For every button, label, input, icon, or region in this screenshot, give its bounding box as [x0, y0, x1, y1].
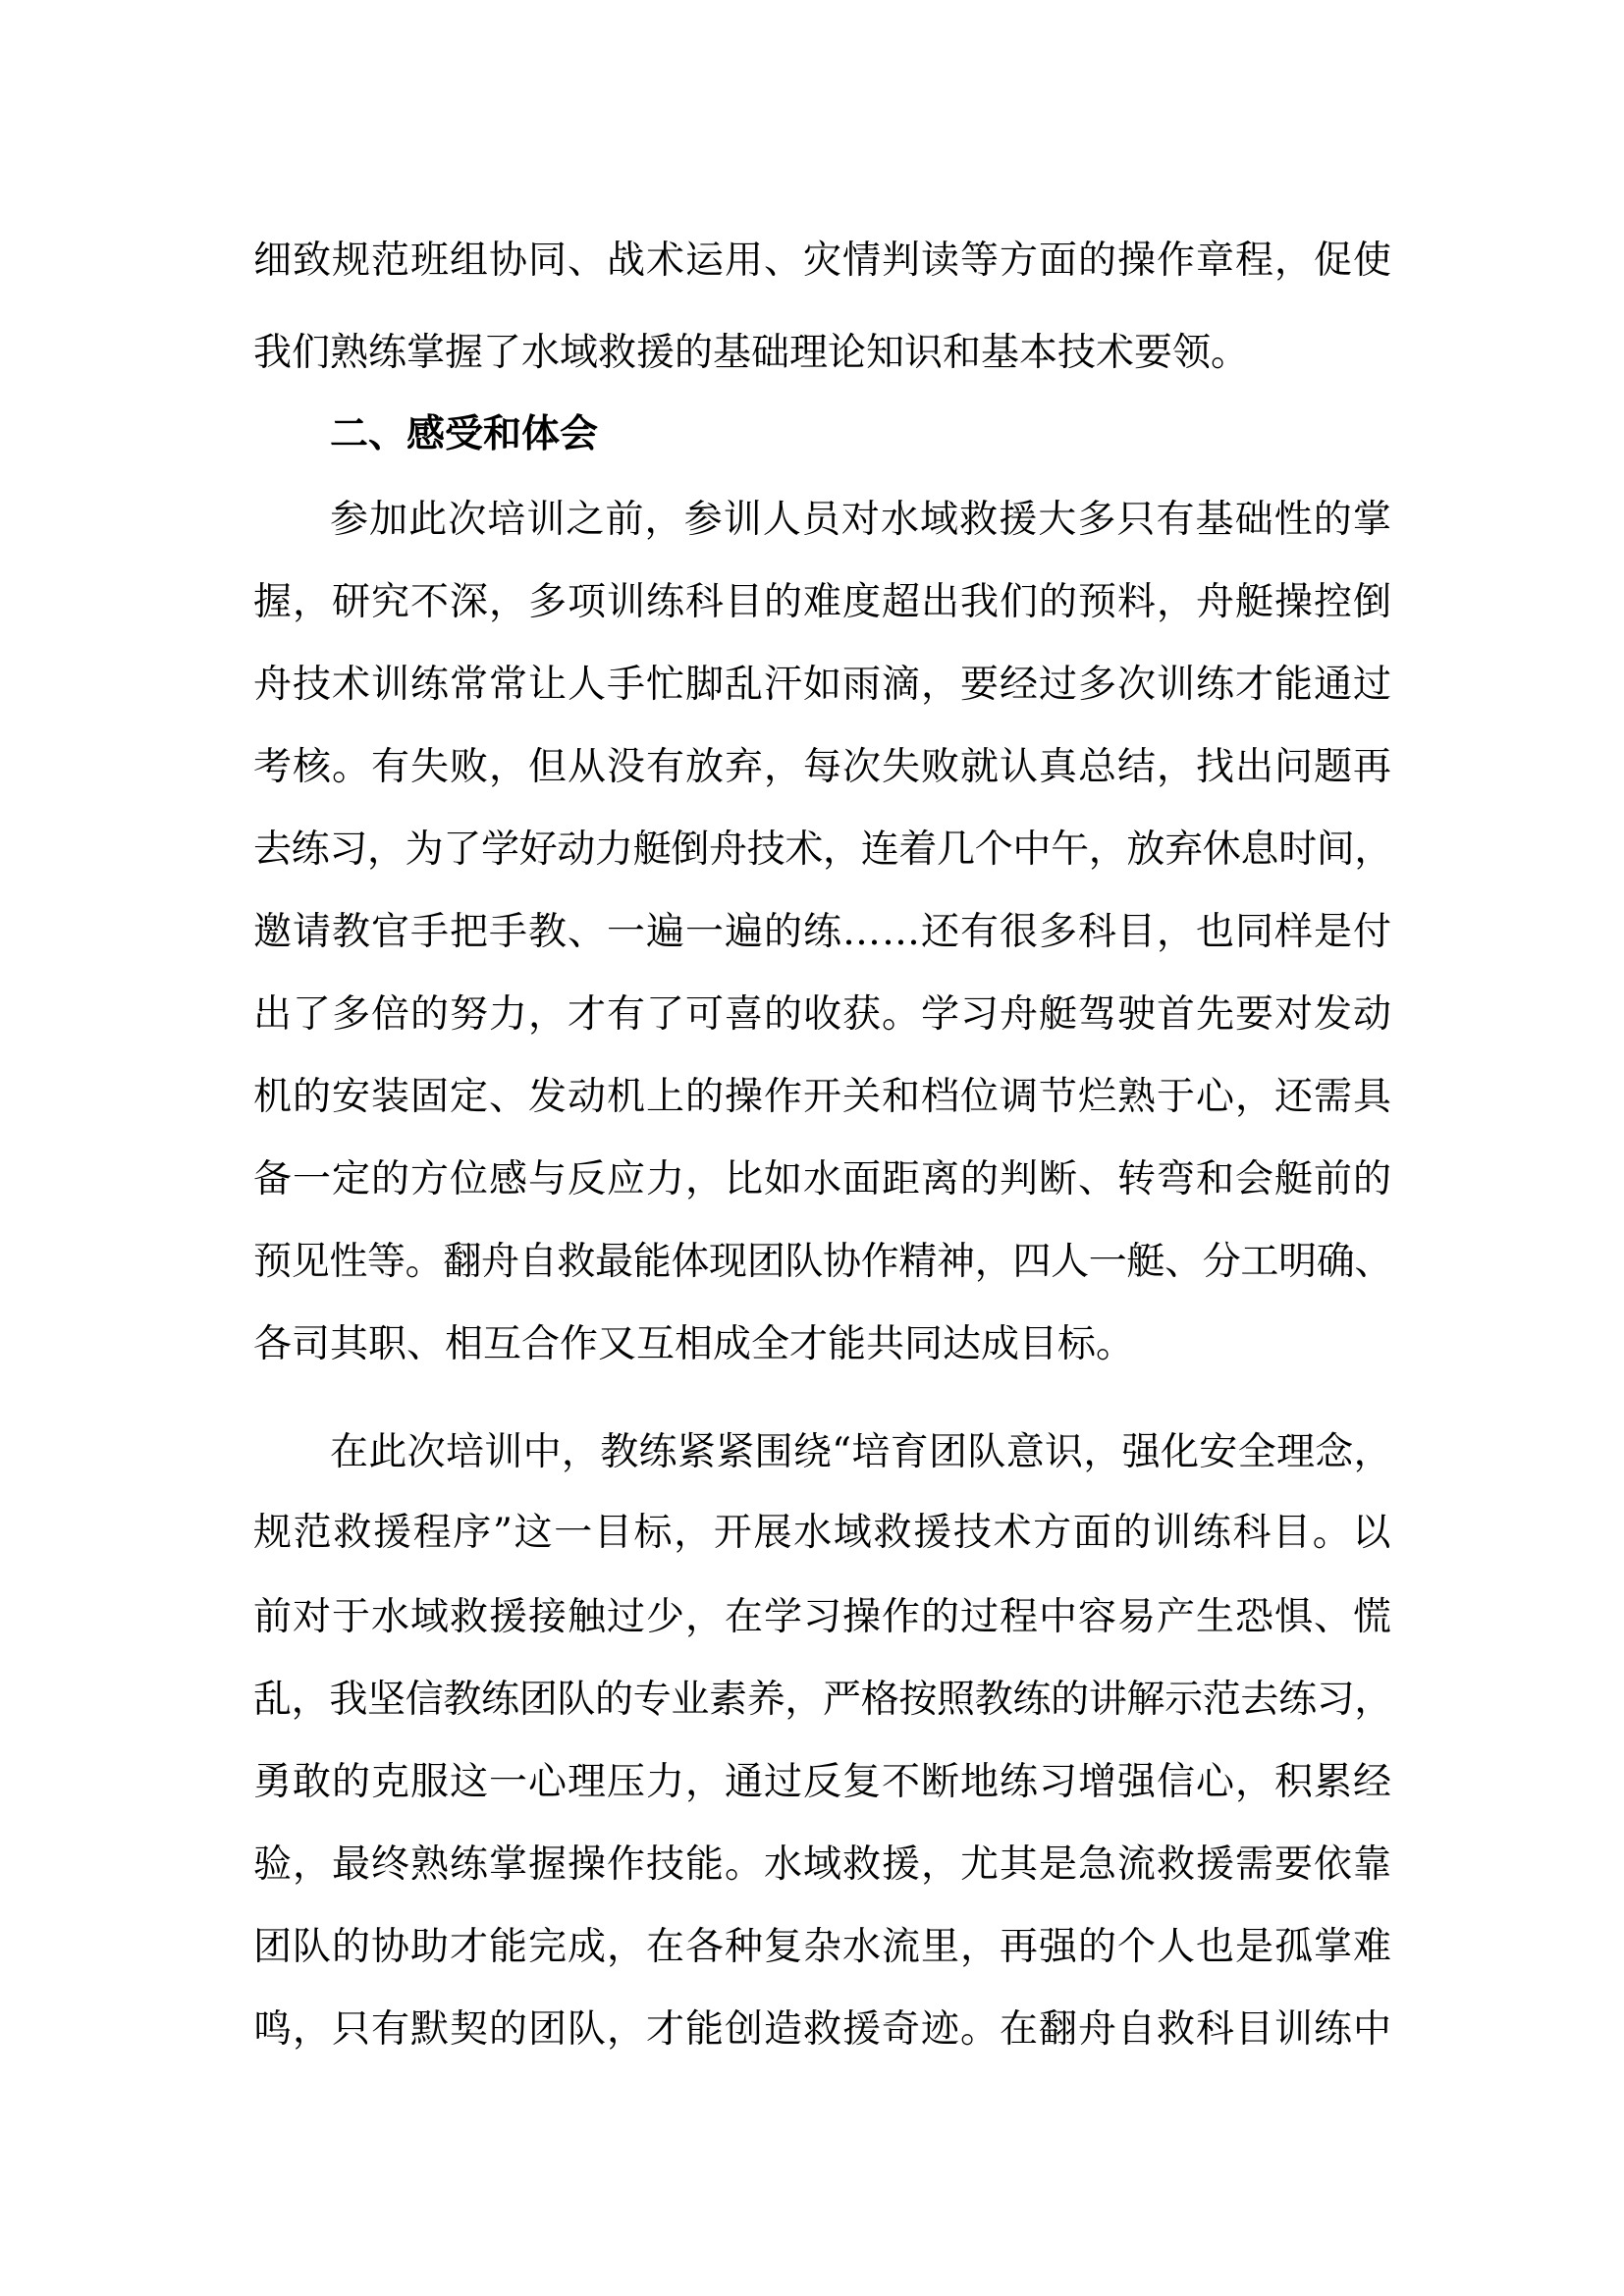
- body-line: 预见性等。翻舟自救最能体现团队协作精神，四人一艇、分工明确、: [253, 1240, 1392, 1284]
- body-line: 邀请教官手把手教、一遍一遍的练……还有很多科目，也同样是付: [253, 910, 1392, 954]
- body-line: 团队的协助才能完成，在各种复杂水流里，再强的个人也是孤掌难: [253, 1925, 1392, 1969]
- body-line: 舟技术训练常常让人手忙脚乱汗如雨滴，要经过多次训练才能通过: [253, 663, 1392, 707]
- body-line: 各司其职、相互合作又互相成全才能共同达成目标。: [253, 1322, 1135, 1366]
- body-line: 握，研究不深，多项训练科目的难度超出我们的预料，舟艇操控倒: [253, 580, 1392, 624]
- paragraph-first-line: 参加此次培训之前，参训人员对水域救援大多只有基础性的掌: [330, 498, 1392, 542]
- body-line: 乱，我坚信教练团队的专业素养，严格按照教练的讲解示范去练习，: [253, 1678, 1392, 1722]
- body-line: 验，最终熟练掌握操作技能。水域救援，尤其是急流救援需要依靠: [253, 1842, 1392, 1887]
- body-line: 机的安装固定、发动机上的操作开关和档位调节烂熟于心，还需具: [253, 1075, 1392, 1119]
- body-line: 我们熟练掌握了水域救援的基础理论知识和基本技术要领。: [253, 331, 1250, 375]
- body-line: 勇敢的克服这一心理压力，通过反复不断地练习增强信心，积累经: [253, 1760, 1392, 1804]
- body-line: 考核。有失败，但从没有放弃，每次失败就认真总结，找出问题再: [253, 745, 1392, 789]
- body-line: 去练习，为了学好动力艇倒舟技术，连着几个中午，放弃休息时间，: [253, 828, 1392, 872]
- body-line: 鸣，只有默契的团队，才能创造救援奇迹。在翻舟自救科目训练中: [253, 2007, 1392, 2052]
- body-line: 出了多倍的努力，才有了可喜的收获。学习舟艇驾驶首先要对发动: [253, 992, 1392, 1037]
- body-line: 细致规范班组协同、战术运用、灾情判读等方面的操作章程，促使: [253, 239, 1392, 283]
- body-line: 备一定的方位感与反应力，比如水面距离的判断、转弯和会艇前的: [253, 1157, 1392, 1201]
- body-line: 前对于水域救援接触过少，在学习操作的过程中容易产生恐惧、慌: [253, 1595, 1392, 1639]
- paragraph-first-line: 在此次培训中，教练紧紧围绕“培育团队意识，强化安全理念，: [330, 1430, 1392, 1474]
- section-heading: 二、感受和体会: [330, 412, 599, 456]
- body-line: 规范救援程序”这一目标，开展水域救援技术方面的训练科目。以: [253, 1511, 1392, 1555]
